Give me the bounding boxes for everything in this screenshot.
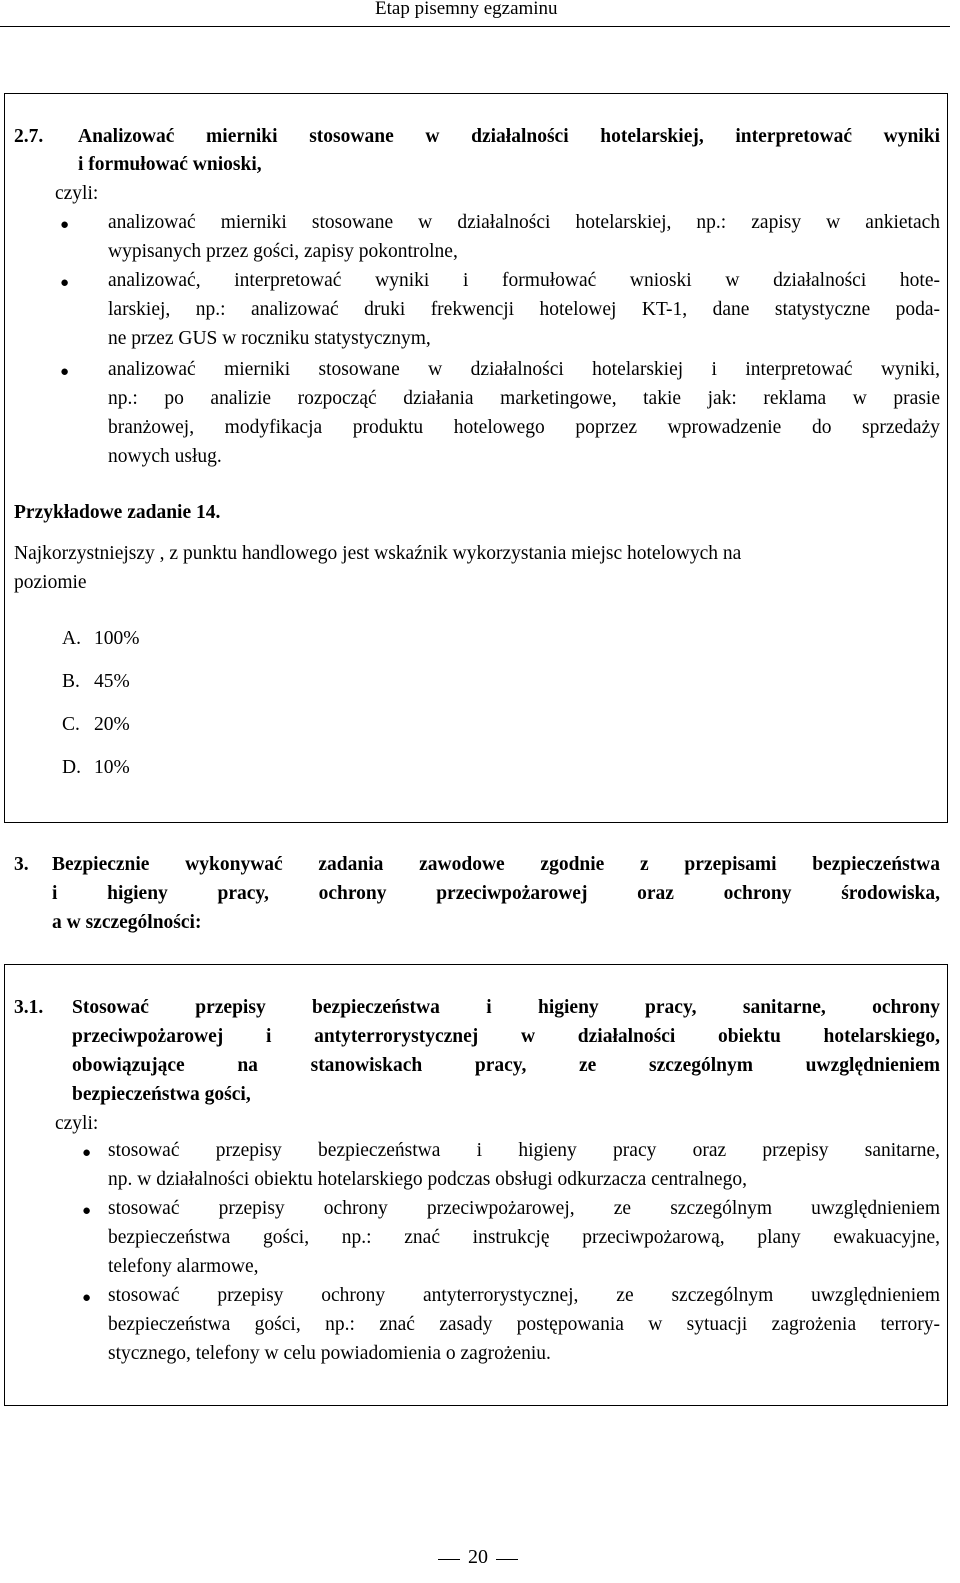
section-3-line-3: a w szczególności: <box>52 912 202 933</box>
section-2-7-bullet-2-line-3: ne przez GUS w roczniku statystycznym, <box>108 328 431 349</box>
task-question-line-1: Najkorzystniejszy , z punktu handlowego jest wskaźnik wykorzystania miejsc hotelowych na <box>14 543 742 564</box>
section-2-7-bullet-3-line-3: branżowej, modyfikacja produktu hotelowego poprzez wprowadzenie do sprzedaży <box>108 417 940 438</box>
section-3-1-title-line-2: przeciwpożarowej i antyterrorystycznej w działalności obiektu hotelarskiego, <box>72 1026 940 1047</box>
task-option-d <box>62 754 130 782</box>
section-2-7-czyli: czyli: <box>55 183 99 204</box>
section-3-1-bullet-2-line-1: stosować przepisy ochrony przeciwpożarowej, ze szczególnym uwzględnieniem <box>108 1198 940 1219</box>
section-3-line-1: Bezpiecznie wykonywać zadania zawodowe zgodnie z przepisami bezpieczeństwa <box>52 854 940 875</box>
section-3-1-bullet-3-line-2: bezpieczeństwa gości, np.: znać zasady postępowania w sytuacji zagrożenia terrory- <box>108 1314 940 1335</box>
section-3-1-czyli: czyli: <box>55 1113 99 1134</box>
section-3-1-bullet-2-line-3: telefony alarmowe, <box>108 1256 259 1277</box>
section-2-7-bullet-1-line-2: wypisanych przez gości, zapisy pokontrolne, <box>108 241 458 262</box>
task-option-letter: A. <box>62 628 81 649</box>
section-2-7-bullet-3-line-4: nowych usług. <box>108 446 222 467</box>
section-2-7-bullet-3-line-1: analizować mierniki stosowane w działalności hotelarskiej i interpretować wyniki, <box>108 359 940 380</box>
section-3-1-title-line-3: obowiązujące na stanowiskach pracy, ze szczególnym uwzględnieniem <box>72 1055 940 1076</box>
task-option-value: 20% <box>94 714 130 735</box>
section-3-1-title-line-1: Stosować przepisy bezpieczeństwa i higieny pracy, sanitarne, ochrony <box>72 997 940 1018</box>
page-header-title: Etap pisemny egzaminu <box>375 0 558 19</box>
task-option-a <box>62 625 140 653</box>
task-option-letter: B. <box>62 671 80 692</box>
header-rule <box>0 26 950 27</box>
task-option-letter: C. <box>62 714 80 735</box>
task-title: Przykładowe zadanie 14. <box>14 502 221 523</box>
section-3-1-title-line-4: bezpieczeństwa gości, <box>72 1084 251 1105</box>
bullet-icon: ● <box>82 1290 92 1306</box>
bullet-icon: ● <box>82 1203 92 1219</box>
section-2-7-title-line-1: Analizować mierniki stosowane w działalności hotelarskiej, interpretować wyniki <box>78 126 940 147</box>
section-3-1-number: 3.1. <box>14 997 44 1018</box>
section-3-number: 3. <box>14 854 29 875</box>
page-footer <box>0 1546 960 1576</box>
section-2-7-title-line-2: i formułować wnioski, <box>78 154 262 175</box>
task-option-value: 45% <box>94 671 130 692</box>
section-3-1-bullet-2-line-2: bezpieczeństwa gości, np.: znać instrukcję przeciwpożarową, plany ewakuacyjne, <box>108 1227 940 1248</box>
section-2-7-bullet-1-line-1: analizować mierniki stosowane w działalności hotelarskiej, np.: zapisy w ankietach <box>108 212 940 233</box>
task-option-value: 10% <box>94 757 130 778</box>
bullet-icon: ● <box>60 217 70 233</box>
task-option-letter: D. <box>62 757 81 778</box>
task-option-c <box>62 711 130 739</box>
task-question-line-2: poziomie <box>14 572 87 593</box>
section-2-7-bullet-3-line-2: np.: po analizie rozpocząć działania marketingowe, takie jak: reklama w prasie <box>108 388 940 409</box>
section-3-line-2: i higieny pracy, ochrony przeciwpożarowej oraz ochrony środowiska, <box>52 883 940 904</box>
bullet-icon: ● <box>60 364 70 380</box>
section-2-7-bullet-2-line-1: analizować, interpretować wyniki i formułować wnioski w działalności hote- <box>108 270 940 291</box>
page-header <box>0 0 960 30</box>
footer-dash-right <box>496 1559 518 1560</box>
section-3-1-bullet-1-line-1: stosować przepisy bezpieczeństwa i higieny pracy oraz przepisy sanitarne, <box>108 1140 940 1161</box>
section-2-7-number: 2.7. <box>14 126 44 147</box>
task-option-value: 100% <box>94 628 140 649</box>
section-3-1-bullet-3-line-1: stosować przepisy ochrony antyterrorystycznej, ze szczególnym uwzględnieniem <box>108 1285 940 1306</box>
bullet-icon: ● <box>60 275 70 291</box>
footer-dash-left <box>438 1559 460 1560</box>
section-3-1-bullet-1-line-2: np. w działalności obiektu hotelarskiego podczas obsługi odkurzacza centralnego, <box>108 1169 747 1190</box>
task-option-b <box>62 668 130 696</box>
page-number: 20 <box>468 1546 488 1568</box>
section-2-7-bullet-2-line-2: larskiej, np.: analizować druki frekwencji hotelowej KT-1, dane statystyczne poda- <box>108 299 940 320</box>
bullet-icon: ● <box>82 1145 92 1161</box>
section-3-1-bullet-3-line-3: stycznego, telefony w celu powiadomienia o zagrożeniu. <box>108 1343 551 1364</box>
